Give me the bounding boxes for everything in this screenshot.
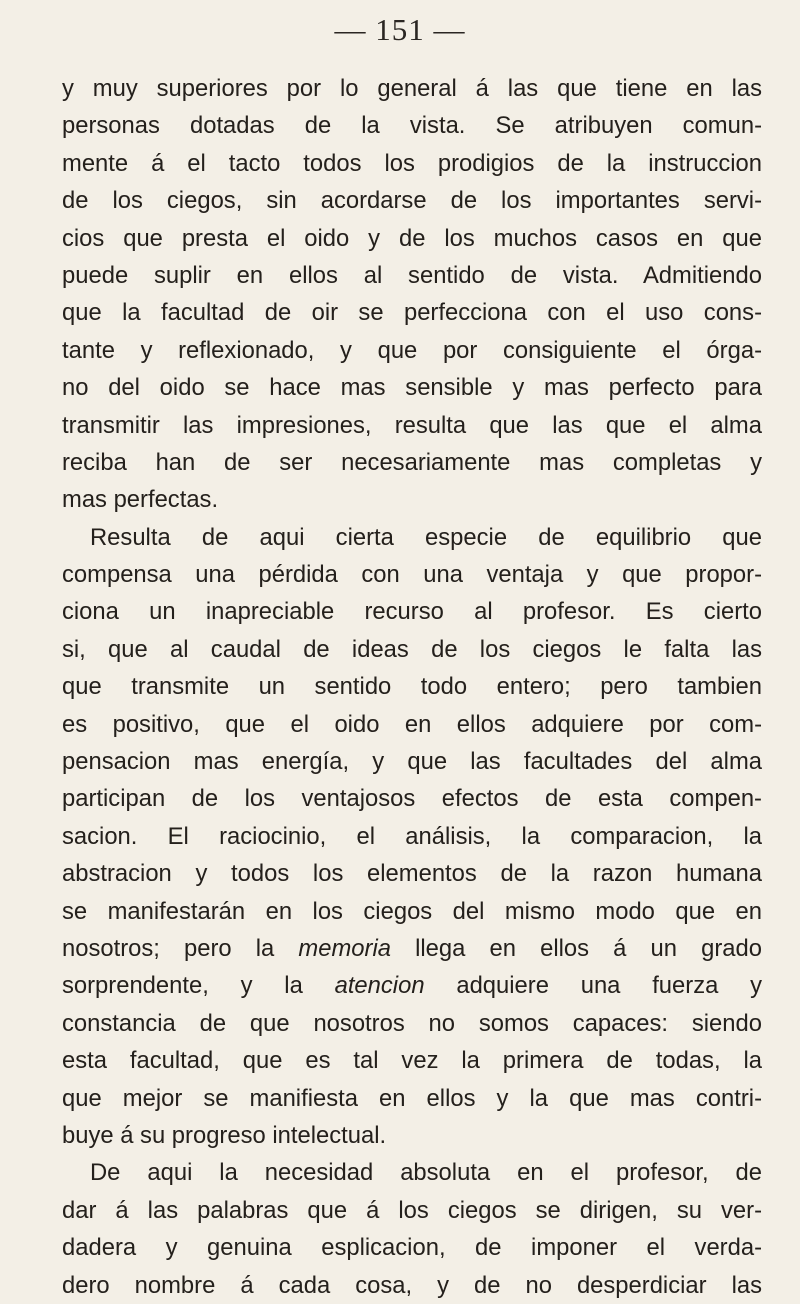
text-line: mente á el tacto todos los prodigios de la instruccion <box>62 149 762 177</box>
text-fragment: llega en ellos á un grado <box>390 934 762 962</box>
text-line: constancia de que nosotros no somos capaces: siendo <box>62 1009 762 1037</box>
text-line: no del oido se hace mas sensible y mas perfecto para <box>62 374 762 402</box>
text-line: personas dotadas de la vista. Se atribuyen comun- <box>62 112 762 140</box>
text-line: puede suplir en ellos al sentido de vista. Admitiendo <box>62 261 762 289</box>
text-line: de los ciegos, sin acordarse de los importantes servi- <box>62 187 762 215</box>
text-line <box>62 967 762 1004</box>
text-line: que transmite un sentido todo entero; pero tambien <box>62 673 762 701</box>
text-line: dar á las palabras que á los ciegos se dirigen, su ver- <box>62 1196 762 1224</box>
text-fragment: adquiere una fuerza y <box>424 972 762 1000</box>
text-line: pensacion mas energía, y que las facultades del alma <box>62 748 762 776</box>
text-line: Resulta de aqui cierta especie de equilibrio que <box>90 523 762 551</box>
text-line: buye á su progreso intelectual. <box>62 1121 387 1149</box>
text-line: participan de los ventajosos efectos de esta compen- <box>62 785 762 813</box>
text-line: que la facultad de oir se perfecciona con el uso cons- <box>62 299 762 327</box>
text-line: esta facultad, que es tal vez la primera de todas, la <box>62 1047 762 1075</box>
text-line: tante y reflexionado, y que por consiguiente el órga- <box>62 336 762 364</box>
text-line: si, que al caudal de ideas de los ciegos le falta las <box>62 635 762 663</box>
text-fragment: sorprendente, y la <box>62 972 335 1000</box>
text-line: dadera y genuina esplicacion, de imponer el verda- <box>62 1234 762 1262</box>
emphasized-word: atencion <box>334 972 425 1000</box>
text-line: cios que presta el oido y de los muchos casos en que <box>62 224 762 252</box>
text-line: y muy superiores por lo general á las que tiene en las <box>62 75 762 102</box>
page-number: — 151 — <box>334 12 466 47</box>
text-line: compensa una pérdida con una ventaja y que propor- <box>62 561 762 589</box>
text-line: mas perfectas. <box>62 486 219 514</box>
text-line: sacion. El raciocinio, el análisis, la comparacion, la <box>62 822 762 850</box>
text-line: es positivo, que el oido en ellos adquiere por com- <box>62 710 762 738</box>
text-line: se manifestarán en los ciegos del mismo modo que en <box>62 897 762 925</box>
text-fragment: nosotros; pero la <box>62 934 299 962</box>
text-line: transmitir las impresiones, resulta que las que el alma <box>62 411 762 439</box>
text-line: De aqui la necesidad absoluta en el profesor, de <box>90 1159 762 1187</box>
text-line: reciba han de ser necesariamente mas completas y <box>62 448 762 476</box>
text-line: ciona un inapreciable recurso al profesor. Es cierto <box>62 598 762 626</box>
emphasized-word: memoria <box>298 934 391 962</box>
text-line: abstracion y todos los elementos de la razon humana <box>62 860 762 888</box>
text-line: que mejor se manifiesta en ellos y la que mas contri- <box>62 1084 762 1112</box>
text-line: dero nombre á cada cosa, y de no desperdiciar las <box>62 1271 762 1299</box>
body-text <box>62 70 762 1304</box>
text-line <box>62 930 762 967</box>
